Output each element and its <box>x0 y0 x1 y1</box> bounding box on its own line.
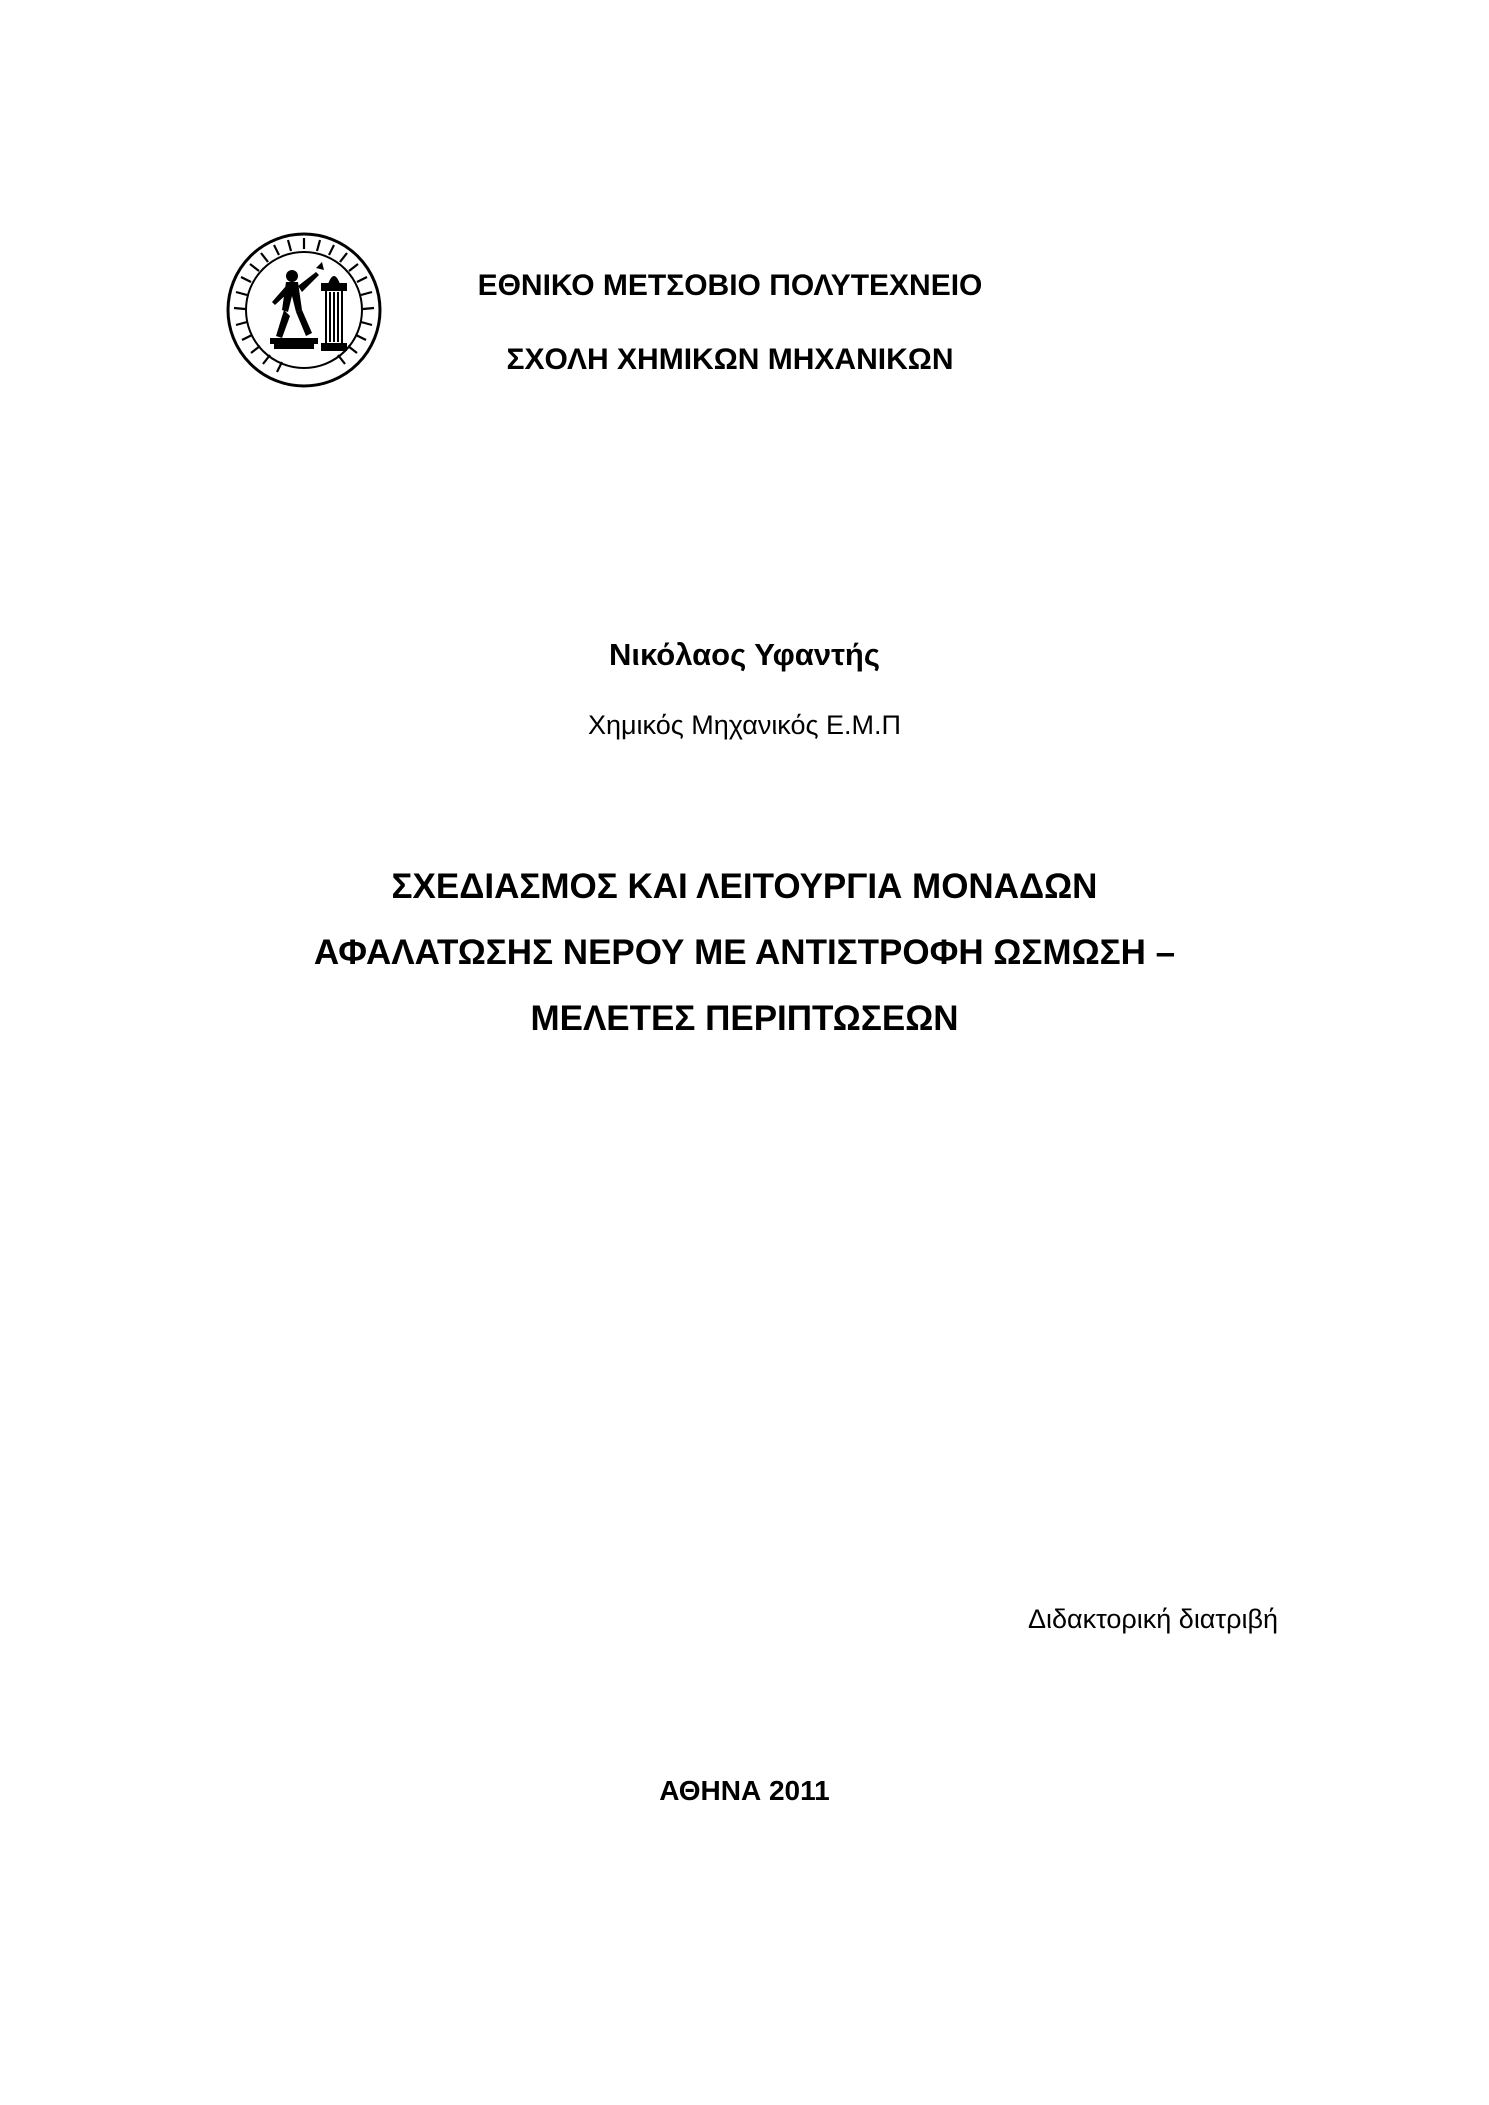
university-seal-icon <box>226 232 382 388</box>
thesis-title-line: ΑΦΑΛΑΤΩΣΗΣ ΝΕΡΟΥ ΜΕ ΑΝΤΙΣΤΡΟΦΗ ΩΣΜΩΣΗ – <box>313 933 1176 972</box>
thesis-title-line: ΣΧΕΔΙΑΣΜΟΣ ΚΑΙ ΛΕΙΤΟΥΡΓΙΑ ΜΟΝΑΔΩΝ <box>391 867 1098 906</box>
document-type: Διδακτορική διατριβή <box>1027 1604 1278 1634</box>
university-name: ΕΘΝΙΚΟ ΜΕΤΣΟΒΙΟ ΠΟΛΥΤΕΧΝΕΙΟ <box>477 269 983 302</box>
thesis-title-line: ΜΕΛΕΤΕΣ ΠΕΡΙΠΤΩΣΕΩΝ <box>530 999 959 1038</box>
school-name: ΣΧΟΛΗ ΧΗΜΙΚΩΝ ΜΗΧΑΝΙΚΩΝ <box>506 343 954 376</box>
author-name: Νικόλαος Υφαντής <box>609 637 880 672</box>
author-title: Χημικός Μηχανικός Ε.Μ.Π <box>587 710 902 740</box>
place-and-year: ΑΘΗΝΑ 2011 <box>659 1775 830 1806</box>
